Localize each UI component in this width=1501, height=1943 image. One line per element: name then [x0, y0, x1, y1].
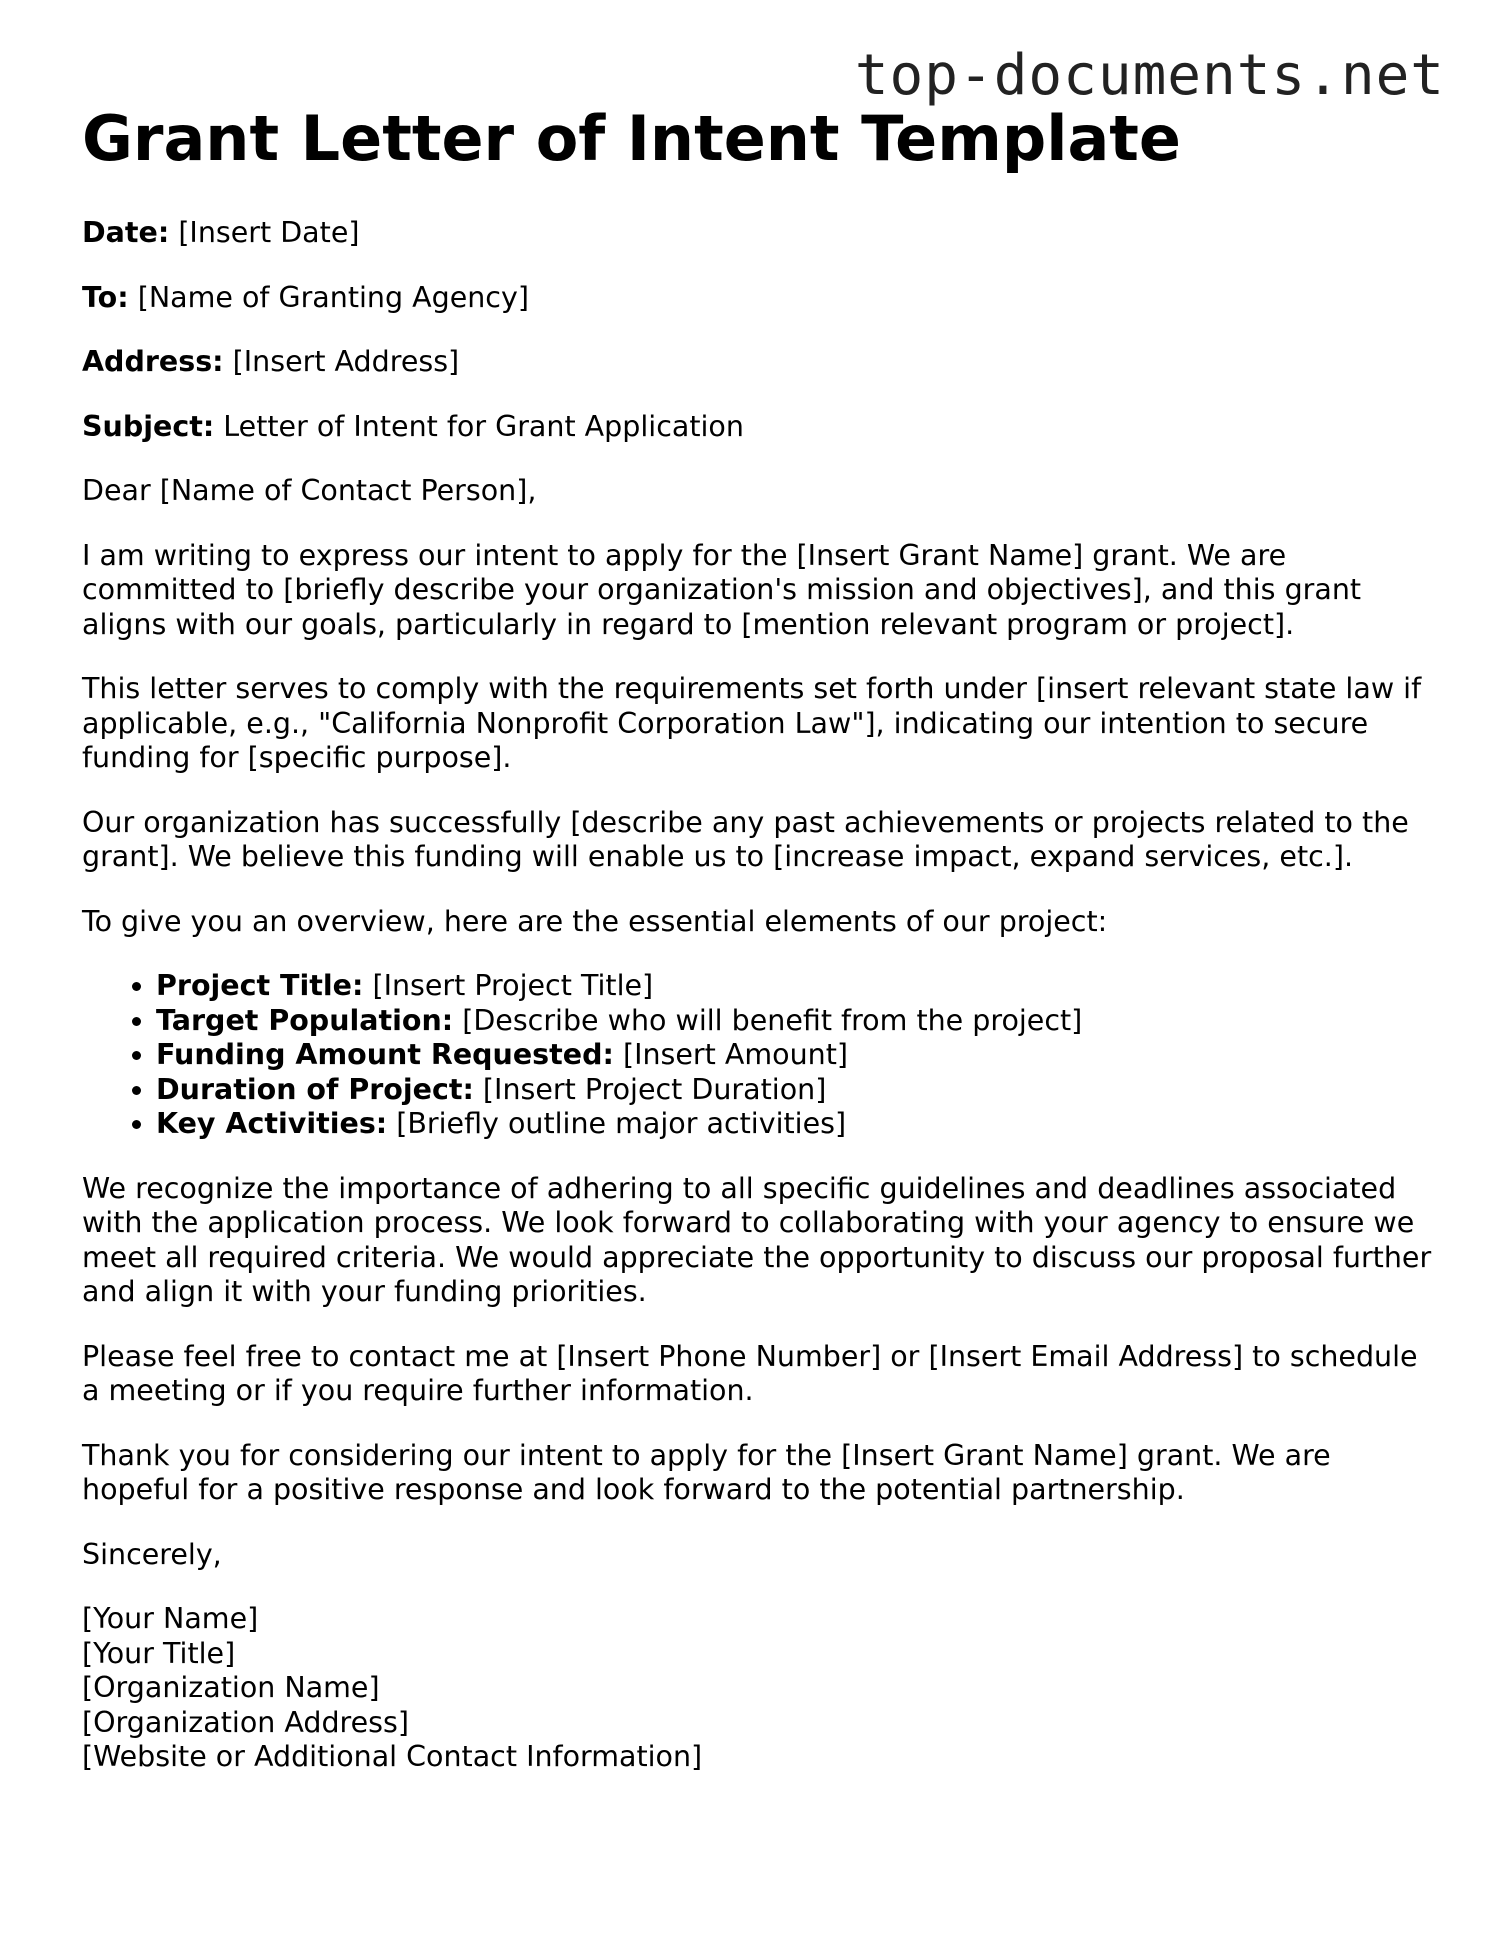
closing: Sincerely, [82, 1537, 222, 1571]
item-label: Project Title: [156, 969, 364, 1002]
paragraph-guidelines: We recognize the importance of adhering to all specific guidelines and deadlines associated with the application process. We look forward to collaborating with your agency to ensure we meet all required criteria. We would appreciate the opportunity to discuss our proposal further and align it with your funding priorities. [82, 1171, 1432, 1308]
signature-contact-info: [Website or Additional Contact Information] [82, 1740, 703, 1773]
paragraph-overview: To give you an overview, here are the essential elements of our project: [82, 904, 1108, 938]
field-label: To: [82, 280, 129, 314]
paragraph-thanks: Thank you for considering our intent to apply for the [Insert Grant Name] grant. We are hopeful for a positive response and look forward to the potential partnership. [82, 1438, 1331, 1506]
item-label: Target Population: [156, 1003, 454, 1037]
signature-title: [Your Title] [82, 1636, 236, 1670]
project-elements-list [82, 969, 1442, 1142]
paragraph-intro: I am writing to express our intent to apply for the [Insert Grant Name] grant. We are committed to [briefly describe your organization's mission and objectives], and this grant aligns with our goals, particularly in regard to [mention relevant program or project]. [82, 538, 1362, 641]
header-field-address [82, 345, 1442, 380]
item-label: Key Activities: [156, 1107, 388, 1140]
field-value: [Insert Address] [232, 345, 460, 378]
field-value: [Insert Date] [178, 216, 360, 249]
item-label: Funding Amount Requested: [156, 1038, 614, 1071]
item-label: Duration of Project: [156, 1072, 474, 1106]
list-item [156, 1004, 1442, 1039]
item-value: [Insert Amount] [622, 1038, 848, 1071]
list-item [156, 1073, 1442, 1108]
list-item [156, 1107, 1442, 1142]
letter-body [82, 216, 1442, 1805]
field-value: [Name of Granting Agency] [137, 280, 529, 314]
watermark-text: top-documents.net [854, 43, 1445, 108]
field-label: Subject: [82, 409, 215, 443]
field-label: Address: [82, 345, 224, 378]
field-value: Letter of Intent for Grant Application [223, 409, 744, 443]
list-item [156, 969, 1442, 1004]
paragraph-compliance: This letter serves to comply with the requirements set forth under [insert relevant state law if applicable, e.g., "California Nonprofit Corporation Law"], indicating our intention to secure funding for [specific purpose]. [82, 672, 1422, 774]
item-value: [Insert Project Duration] [482, 1072, 827, 1106]
signature-organization: [Organization Name] [82, 1671, 380, 1704]
item-value: [Describe who will benefit from the project] [462, 1003, 1083, 1037]
paragraph-achievements: Our organization has successfully [describe any past achievements or projects related to the grant]. We believe this funding will enable us to [increase impact, expand services, etc.]. [82, 805, 1409, 873]
item-value: [Insert Project Title] [372, 969, 654, 1002]
signature-name: [Your Name] [82, 1602, 259, 1635]
header-field-to [82, 281, 1442, 316]
signature-block [82, 1602, 1442, 1775]
item-value: [Briefly outline major activities] [396, 1107, 847, 1140]
list-item [156, 1038, 1442, 1073]
signature-organization-address: [Organization Address] [82, 1705, 409, 1739]
field-label: Date: [82, 216, 170, 249]
header-field-date [82, 216, 1442, 251]
document-title: Grant Letter of Intent Template [82, 102, 1181, 175]
salutation: Dear [Name of Contact Person], [82, 474, 537, 507]
paragraph-contact: Please feel free to contact me at [Insert Phone Number] or [Insert Email Address] to schedule a meeting or if you require further information. [82, 1339, 1418, 1407]
header-field-subject [82, 410, 1442, 445]
